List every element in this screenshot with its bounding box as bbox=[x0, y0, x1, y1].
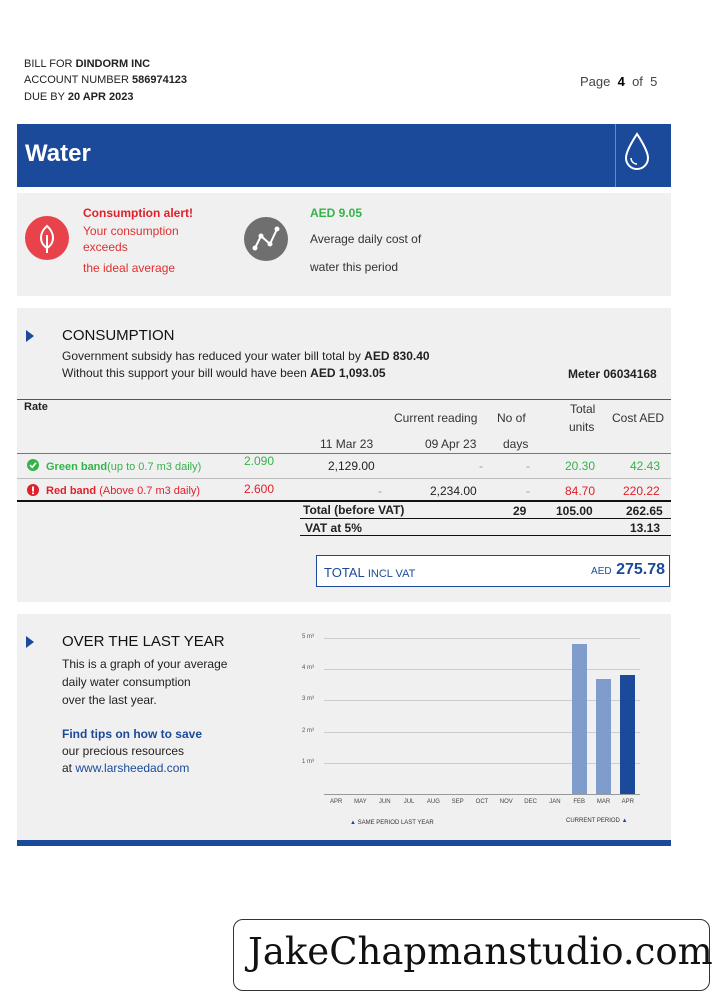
legend-last-year: ▲ SAME PERIOD LAST YEAR bbox=[350, 820, 434, 826]
bottom-bar bbox=[17, 840, 671, 846]
green-reading-2: - bbox=[479, 459, 483, 473]
section-arrow-icon-2 bbox=[26, 635, 34, 653]
vat-rule bbox=[300, 518, 671, 519]
x-tick-label: FEB bbox=[573, 799, 586, 805]
header-days: days bbox=[503, 437, 529, 451]
green-band-label: Green band(up to 0.7 m3 daily) bbox=[46, 461, 202, 473]
bill-for: BILL FOR DINDORM INC bbox=[24, 58, 151, 70]
legend-current: CURRENT PERIOD ▲ bbox=[566, 818, 628, 824]
year-desc-3: over the last year. bbox=[62, 693, 157, 707]
green-rate: 2.090 bbox=[244, 454, 275, 468]
header-date-2: 09 Apr 23 bbox=[425, 437, 477, 451]
red-band-label: Red band (Above 0.7 m3 daily) bbox=[46, 485, 201, 497]
row-rule bbox=[17, 478, 671, 479]
y-tick-label: 4 m³ bbox=[302, 665, 314, 672]
y-tick-label: 2 m³ bbox=[302, 727, 314, 734]
total-units: 105.00 bbox=[556, 504, 593, 518]
header-cost: Cost AED bbox=[612, 411, 665, 425]
header-rate: Rate bbox=[24, 401, 48, 413]
total-days: 29 bbox=[513, 504, 527, 518]
red-days: - bbox=[526, 484, 530, 498]
red-units: 84.70 bbox=[565, 484, 596, 498]
x-tick-label: AUG bbox=[426, 799, 440, 805]
website-link[interactable]: www.larsheedad.com bbox=[75, 761, 190, 775]
green-units: 20.30 bbox=[565, 459, 596, 473]
vat-bottom-rule bbox=[300, 535, 671, 536]
x-tick-label: APR bbox=[621, 799, 635, 805]
header-units: units bbox=[569, 420, 595, 434]
tips-line-3: at www.larsheedad.com bbox=[62, 761, 190, 775]
alert-leaf-icon bbox=[24, 215, 70, 266]
gridline bbox=[324, 669, 640, 670]
gridline bbox=[324, 732, 640, 733]
grand-total-amount: AED 275.78 bbox=[591, 561, 665, 578]
year-desc-2: daily water consumption bbox=[62, 675, 191, 689]
grand-total-box bbox=[316, 555, 670, 587]
red-reading-1: - bbox=[378, 484, 382, 498]
red-cost: 220.22 bbox=[623, 484, 660, 498]
gridline bbox=[324, 638, 640, 639]
water-title-bar bbox=[17, 124, 671, 187]
table-top-rule bbox=[17, 399, 671, 400]
x-tick-label: MAY bbox=[354, 799, 367, 805]
chart-bar-apr-12 bbox=[620, 675, 635, 794]
header-date-1: 11 Mar 23 bbox=[320, 437, 374, 451]
section-arrow-icon bbox=[26, 329, 34, 347]
meter-number: Meter 06034168 bbox=[568, 367, 657, 381]
water-drop-icon bbox=[615, 124, 672, 187]
header-current-reading: Current reading bbox=[394, 411, 478, 425]
daily-cost-line-1: Average daily cost of bbox=[310, 232, 422, 246]
green-cost: 42.43 bbox=[630, 459, 661, 473]
total-cost: 262.65 bbox=[626, 504, 663, 518]
watermark-text: JakeChapmanstudio.com bbox=[248, 930, 713, 973]
consumption-chart bbox=[300, 630, 645, 830]
account-number: ACCOUNT NUMBER 586974123 bbox=[24, 74, 188, 86]
x-tick-label: MAR bbox=[596, 799, 611, 805]
header-rule bbox=[17, 453, 671, 454]
red-alert-icon bbox=[27, 483, 39, 501]
page-indicator: Page 4 of 5 bbox=[580, 74, 658, 89]
consumption-title: CONSUMPTION bbox=[62, 327, 175, 344]
gridline bbox=[324, 700, 640, 701]
alert-line-3: the ideal average bbox=[83, 261, 176, 275]
y-tick-label: 5 m³ bbox=[302, 634, 314, 640]
x-tick-label: DEC bbox=[524, 799, 537, 805]
grand-total-label: TOTAL INCL VAT bbox=[324, 565, 416, 580]
x-axis-line bbox=[324, 794, 640, 795]
y-tick-label: 1 m³ bbox=[302, 758, 314, 765]
chart-bar-feb-10 bbox=[572, 644, 587, 794]
year-title: OVER THE LAST YEAR bbox=[62, 633, 225, 650]
alert-line-1: Your consumption bbox=[83, 224, 179, 238]
due-date: DUE BY 20 APR 2023 bbox=[24, 91, 134, 103]
red-reading-2: 2,234.00 bbox=[430, 484, 477, 498]
page-title: Water bbox=[25, 140, 91, 167]
x-tick-label: JUL bbox=[403, 799, 415, 805]
header-total: Total bbox=[570, 402, 596, 416]
daily-cost-value: AED 9.05 bbox=[310, 206, 363, 220]
x-tick-label: APR bbox=[329, 799, 343, 805]
y-tick-label: 3 m³ bbox=[302, 696, 314, 703]
vat-cost: 13.13 bbox=[630, 521, 661, 535]
subsidy-line: Government subsidy has reduced your water bill total by AED 830.40 bbox=[62, 349, 430, 363]
year-desc-1: This is a graph of your average bbox=[62, 657, 228, 671]
alert-line-2: exceeds bbox=[83, 240, 128, 254]
without-subsidy-line: Without this support your bill would have been AED 1,093.05 bbox=[62, 366, 386, 380]
green-reading-1: 2,129.00 bbox=[328, 459, 375, 473]
x-tick-label: NOV bbox=[499, 799, 513, 805]
chart-bar-mar-11 bbox=[596, 679, 611, 794]
x-tick-label: JAN bbox=[549, 799, 561, 805]
vat-label: VAT at 5% bbox=[305, 521, 362, 535]
alert-title: Consumption alert! bbox=[83, 206, 193, 220]
green-check-icon bbox=[27, 458, 39, 476]
green-days: - bbox=[526, 459, 530, 473]
red-rate: 2.600 bbox=[244, 482, 275, 496]
daily-cost-line-2: water this period bbox=[310, 260, 399, 274]
tips-line-2: our precious resources bbox=[62, 744, 185, 758]
watermark-box bbox=[233, 919, 713, 991]
total-before-vat-label: Total (before VAT) bbox=[303, 503, 405, 517]
x-tick-label: JUN bbox=[378, 799, 391, 805]
x-tick-label: OCT bbox=[475, 799, 489, 805]
gridline bbox=[324, 763, 640, 764]
tips-link[interactable]: Find tips on how to save bbox=[62, 727, 203, 741]
header-no-of: No of bbox=[497, 411, 526, 425]
x-tick-label: SEP bbox=[451, 799, 464, 805]
graph-icon bbox=[243, 216, 289, 267]
